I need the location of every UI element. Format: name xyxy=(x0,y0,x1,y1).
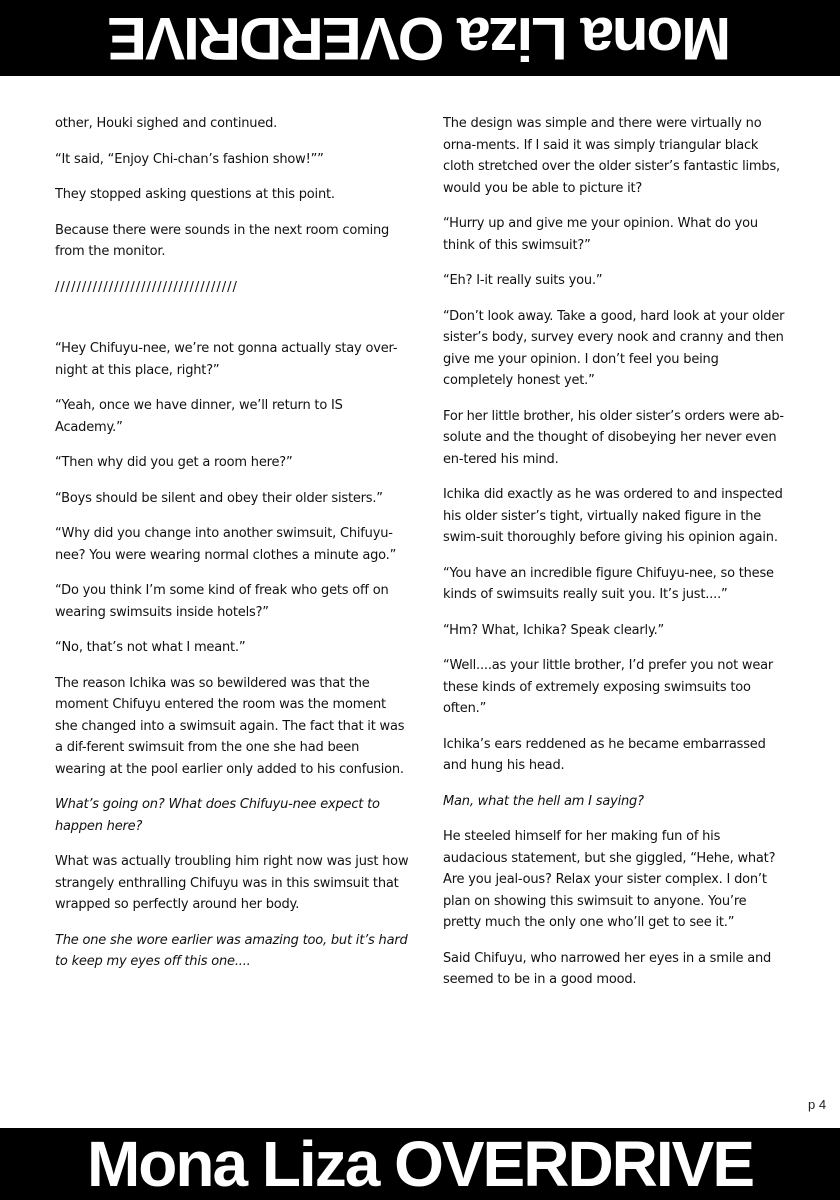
paragraph: “Hurry up and give me your opinion. What do you think of this swimsuit?” xyxy=(443,216,758,253)
paragraph: For her little brother, his older sister’s orders were ab-solute and the thought of disobeying her never even en-tered his mind. xyxy=(443,408,784,467)
footer-banner xyxy=(0,1128,840,1200)
thought-paragraph: The one she wore earlier was amazing too, but it’s hard to keep my eyes off this one.... xyxy=(55,932,408,969)
paragraph: “You have an incredible figure Chifuyu-nee, so these kinds of swimsuits really suit you. It’s just....” xyxy=(443,565,774,602)
paragraph: Because there were sounds in the next room coming from the monitor. xyxy=(55,222,390,259)
right-column xyxy=(443,113,788,1005)
paragraph: Ichika did exactly as he was ordered to and inspected his older sister’s tight, virtually naked figure in the swim-suit thoroughly before giving his opinion again. xyxy=(443,487,783,545)
paragraph: The design was simple and there were virtually no orna-ments. If I said it was simply triangular black cloth stretched over the older sister’s fantastic limbs, would you be able to picture it? xyxy=(443,116,780,196)
paragraph: other, Houki sighed and continued. xyxy=(55,116,278,131)
paragraph: They stopped asking questions at this point. xyxy=(55,187,335,202)
paragraph: “Well....as your little brother, I’d prefer you not wear these kinds of extremely exposing swimsuits too often.” xyxy=(443,658,774,716)
paragraph: The reason Ichika was so bewildered was that the moment Chifuyu entered the room was the moment she changed into a swimsuit again. The fact that it was a dif-ferent swimsuit from the one she had been wearing at the pool earlier only added to his confusion. xyxy=(55,675,405,777)
paragraph: “Boys should be silent and obey their older sisters.” xyxy=(55,490,383,506)
paragraph: “Yeah, once we have dinner, we’ll return to IS Academy.” xyxy=(55,398,343,435)
paragraph: “No, that’s not what I meant.” xyxy=(55,640,246,655)
scene-separator: ////////////////////////////////// xyxy=(55,279,238,295)
paragraph: He steeled himself for her making fun of his audacious statement, but she giggled, “Hehe, what? Are you jeal-ous? Relax your sister complex. I don’t plan on showing this swimsuit to anyone. You’re pretty much the only one who’ll get to see it.” xyxy=(443,829,776,930)
paragraph: “Then why did you get a room here?” xyxy=(55,455,293,470)
header-title: Mona Liza OVERDRIVE xyxy=(108,4,732,72)
paragraph: “Hey Chifuyu-nee, we’re not gonna actually stay over-night at this place, right?” xyxy=(55,341,398,378)
footer-title: Mona Liza OVERDRIVE xyxy=(86,1128,754,1200)
paragraph: “Don’t look away. Take a good, hard look at your older sister’s body, survey every nook and cranny and then give me your opinion. I don’t feel you being completely honest yet.” xyxy=(443,308,785,388)
paragraph: “Hm? What, Ichika? Speak clearly.” xyxy=(443,622,665,638)
thought-paragraph: Man, what the hell am I saying? xyxy=(443,793,644,809)
paragraph: “It said, “Enjoy Chi-chan’s fashion show!”” xyxy=(55,151,324,167)
paragraph: “Why did you change into another swimsuit, Chifuyu-nee? You were wearing normal clothes a minute ago.” xyxy=(55,526,397,563)
page-number: p 4 xyxy=(808,1097,827,1112)
paragraph: What was actually troubling him right now was just how strangely enthralling Chifuyu was in this swimsuit that wrapped so perfectly around her body. xyxy=(55,854,409,912)
paragraph: “Eh? I-it really suits you.” xyxy=(443,273,603,288)
paragraph: Ichika’s ears reddened as he became embarrassed and hung his head. xyxy=(443,736,766,773)
thought-paragraph: What’s going on? What does Chifuyu-nee expect to happen here? xyxy=(55,797,380,834)
paragraph: Said Chifuyu, who narrowed her eyes in a smile and seemed to be in a good mood. xyxy=(443,950,772,987)
header-banner xyxy=(0,0,840,76)
left-column xyxy=(55,113,410,987)
paragraph: “Do you think I’m some kind of freak who gets off on wearing swimsuits inside hotels?” xyxy=(55,583,389,620)
